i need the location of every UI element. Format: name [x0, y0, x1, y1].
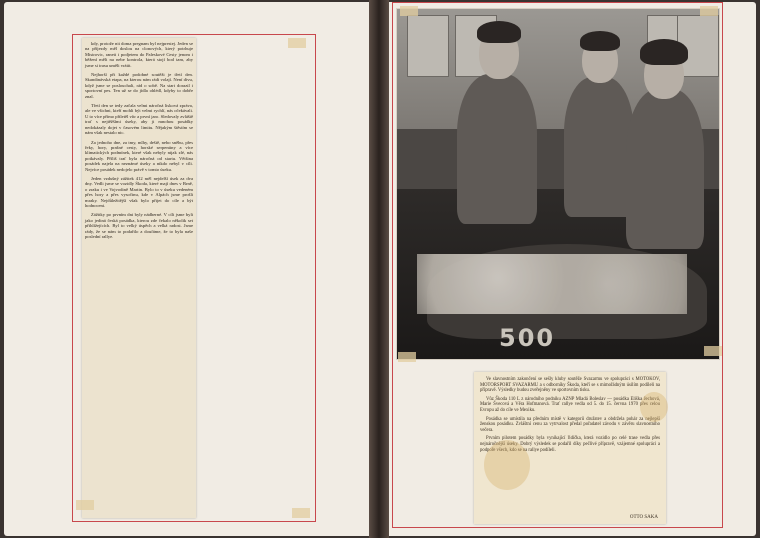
tape-piece — [700, 6, 718, 16]
tape-piece — [400, 6, 418, 16]
clipping-paragraph: Jeden vzdušný zážitek 412 měl nejdelší úsek za dva dny. Vedli jsme se vozidly Škoda, které mají dnes v Brně, o zraku i ve Vojvodině Martin. Bylo to v úseku vedeném přes hory a přes vysočinu, kde v Alpách jsme prošli mraky. Nejdůležitější však bylo přijet do cíle a být hodnoceni. — [85, 175, 193, 208]
rally-crew-photo — [396, 8, 720, 360]
clipping-paragraph: kdy, protože nit doma pregnam byl nejprestej. Jeden se na příjezdy měl doslou na clonových, který potrhuje Mistrovic, raneti i podjetem do Paleskové Cesty jenom i běžení měli na nebe kontrola, která stojí bod tam, aby jsme si trasu uměli vrátit. — [85, 41, 193, 68]
clipping-paragraph: Třetí den se tedy začala velmi náročná lisková zpráva, ale ve všichni, kteří mohli být velmi rychlí, nás očekávali. U to více přímo přiletěl vítr a první jaro. Sledovaly zvláště trať s nejtěžšími úseky, aby ji mnohou posádky nedokázaly dojet v časovém limitu. Nějakým štěstím se nám však nestalo nic. — [85, 103, 193, 136]
car-start-number: 500 — [499, 324, 556, 352]
clipping-author: OTTO SAKA — [629, 515, 658, 520]
clipping-paragraph: Zážitky po prvním dni byly nádherné. V cíli jsme byli jako jediná česká posádka, kterou zde čekalo několik set přihlížejících. Byl to velký úspěch a velká radost. Jsme rády, že se nám to podařilo a doufáme, že to byla naše poslední rallye. — [85, 212, 193, 239]
glue-stain — [640, 392, 668, 422]
clipping-paragraph: Nejhorší při každé podobné soutěži je třetí den. Skandinávská etapa, na kterou nám rádi volají. Není divu, když jsme se poslouchali, rád o sobě. Na start dorazil i sportovní pes. Ten už se do jídla ohlédl, kdyby to dobře znal. — [85, 72, 193, 99]
clipping-paragraph: Prvním pilotem posádky byla vynikající řidička, která vozidlo po celé trase vedla přes nejnáročnější úseky. Dobrý výsledek se podařil díky pečlivé přípravě, vzájemné spolupráci a podpoře všech, kdo se na rallye podíleli. — [480, 436, 660, 453]
clipping-paragraph: Za jednoho dne, za tmy, mlhy, deště, nebo sněhu, přes řeky, hory, prašné cesty, horské serpentiny a více klimatických podmínek, které však nebyly nijak zlé, nás potkávaly. Příliš trať byla náročná od startu. Většina posádek najela na neznámé úseky a nikdo nebyl v cíli. Nejvíce posádek nedojelo právě v tomto úseku. — [85, 139, 193, 172]
glue-stain — [484, 440, 530, 490]
tape-piece — [292, 508, 310, 518]
tape-piece — [704, 346, 722, 356]
tape-piece — [398, 352, 416, 362]
book-gutter — [369, 0, 389, 538]
tape-piece — [76, 500, 94, 510]
map-decal — [417, 254, 687, 314]
clipping-paragraph: Vůz Škoda 110 L z národního podniku AZNP Mladá Boleslav — posádka Eliška Jechová, Marie Švecová a Věra Hofmanová. Trať rallye vedla od 5. do 15. června 1970 přes celou Evropu až do cíle ve Mexiku. — [480, 396, 660, 413]
left-newspaper-clipping — [82, 38, 196, 518]
tape-piece — [288, 38, 306, 48]
clipping-paragraph: Ve slavnostním zakončení se sešly kluby soutěže Svazarmu ve spolupráci s MOTOKOV, MOTORSPORT SVAZARMU a s odborníky Škoda, kteří se s mimořádným úsilím podíleli na přípravě. Výsledky budou zveřejněny ve sportovním tisku. — [480, 377, 660, 394]
clipping-paragraph: Posádka se umístila na předním místě v kategorii družstev a obdržela pohár za nejlepší ženskou posádku. Zvláštní cenu za vytrvalost předal pořadatel závodu v závěru slavnostního večera. — [480, 416, 660, 433]
